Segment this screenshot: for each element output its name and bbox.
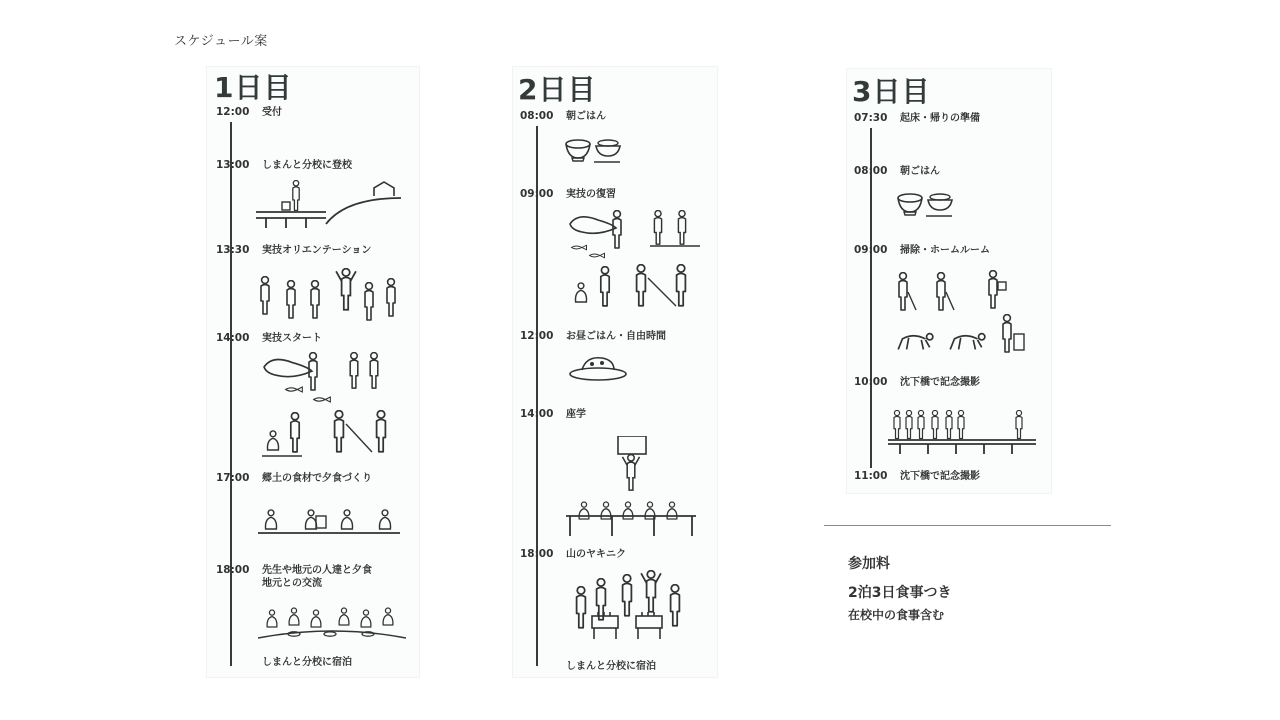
day1-panel bbox=[206, 66, 420, 678]
day3-time-0800: 08:00 bbox=[854, 165, 888, 177]
plate-icon bbox=[568, 352, 628, 382]
day3-label-photo: 沈下橋で記念撮影 bbox=[900, 377, 980, 388]
day1-label-reception: 受付 bbox=[262, 107, 282, 118]
day3-time-1100: 11:00 bbox=[854, 470, 888, 482]
day1-time-1200: 12:00 bbox=[216, 106, 250, 118]
day3-time-1000: 10:00 bbox=[854, 376, 888, 388]
practice-illustration bbox=[262, 352, 402, 462]
day2-timeline bbox=[536, 126, 538, 666]
bowl-icon-day3 bbox=[896, 188, 956, 218]
day3-time-0730: 07:30 bbox=[854, 112, 888, 124]
day3-label-breakfast: 朝ごはん bbox=[900, 166, 940, 177]
review-illustration bbox=[568, 210, 700, 310]
bridge-photo-illustration bbox=[888, 404, 1038, 456]
day3-label-cleaning: 掃除・ホームルーム bbox=[900, 245, 990, 256]
fee-divider bbox=[824, 525, 1111, 526]
day3-time-0900: 09:00 bbox=[854, 244, 888, 256]
day2-time-0800: 08:00 bbox=[520, 110, 554, 122]
day3-panel bbox=[846, 68, 1052, 494]
day2-time-0900: 09:00 bbox=[520, 188, 554, 200]
day1-label-stay: しまんと分校に宿泊 bbox=[262, 657, 352, 668]
bowl-icon bbox=[564, 134, 624, 164]
cooking-illustration bbox=[258, 504, 403, 536]
day2-label-stay: しまんと分校に宿泊 bbox=[566, 661, 656, 672]
whiteboard-icon bbox=[618, 436, 646, 454]
day1-time-1330: 13:30 bbox=[216, 244, 250, 256]
day2-heading: 2日目 bbox=[518, 73, 597, 106]
day3-label-photo-2: 沈下橋で記念撮影 bbox=[900, 471, 980, 482]
day2-label-lecture: 座学 bbox=[566, 409, 586, 420]
day2-time-1200: 12:00 bbox=[520, 330, 554, 342]
day2-label-breakfast: 朝ごはん bbox=[566, 111, 606, 122]
day1-label-start: 実技スタート bbox=[262, 333, 322, 344]
orientation-illustration bbox=[258, 268, 408, 322]
day1-time-1400: 14:00 bbox=[216, 332, 250, 344]
bbq-illustration bbox=[570, 570, 696, 650]
day1-label-orientation: 実技オリエンテーション bbox=[262, 245, 372, 256]
day2-panel bbox=[512, 66, 718, 678]
dinner-illustration bbox=[258, 604, 406, 640]
day1-label-exchange: 地元との交流 bbox=[262, 578, 322, 589]
lecture-illustration bbox=[564, 436, 698, 538]
day1-time-1300: 13:00 bbox=[216, 159, 250, 171]
fee-main: 2泊3日食事つき bbox=[848, 585, 952, 601]
day3-timeline bbox=[870, 128, 872, 468]
day3-label-wakeup: 起床・帰りの準備 bbox=[900, 113, 980, 124]
day1-time-1800: 18:00 bbox=[216, 564, 250, 576]
day1-label-dinner: 先生や地元の人達と夕食 bbox=[262, 565, 372, 576]
page-title: スケジュール案 bbox=[174, 34, 268, 49]
day1-heading: 1日目 bbox=[214, 71, 293, 104]
day2-label-review: 実技の復習 bbox=[566, 189, 616, 200]
bridge-illustration bbox=[256, 178, 401, 230]
day2-label-lunch: お昼ごはん・自由時間 bbox=[566, 331, 666, 342]
day2-label-bbq: 山のヤキニク bbox=[566, 549, 626, 560]
day1-label-cooking: 郷土の食材で夕食づくり bbox=[262, 473, 372, 484]
day3-heading: 3日目 bbox=[852, 75, 931, 108]
day1-time-1700: 17:00 bbox=[216, 472, 250, 484]
cleaning-illustration bbox=[894, 268, 1034, 360]
day1-timeline bbox=[230, 122, 232, 666]
day2-time-1400: 14:00 bbox=[520, 408, 554, 420]
fee-note: 在校中の食事含む bbox=[848, 608, 945, 622]
day1-label-arrive: しまんと分校に登校 bbox=[262, 160, 352, 171]
grill-icon bbox=[592, 612, 618, 639]
fee-title: 参加料 bbox=[848, 556, 890, 572]
day2-time-1800: 18:00 bbox=[520, 548, 554, 560]
